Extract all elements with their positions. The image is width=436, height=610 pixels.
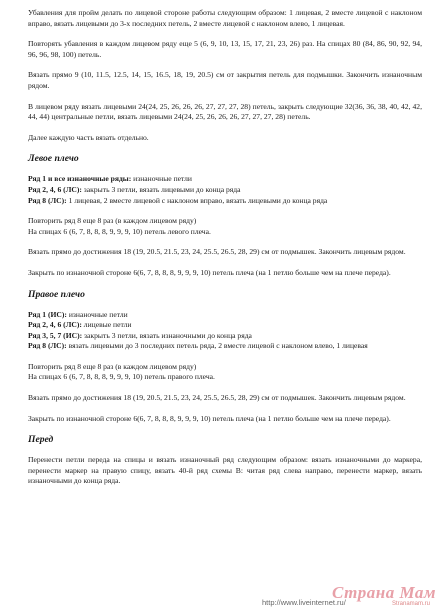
left-shoulder-heading: Левое плечо xyxy=(28,153,79,165)
left-bindoff-paragraph: Закрыть по изнаночной стороне 6(6, 7, 8, 8, 8, 9, 9, 9, 10) петель плеча (на 1 петлю больше чем на плече переда). xyxy=(28,267,391,277)
row-text: закрыть 3 петли, вязать лицевыми до конца ряда xyxy=(81,184,241,194)
watermark-logo: Страна Мам xyxy=(332,583,436,602)
left-shoulder-rows xyxy=(28,174,422,206)
right-shoulder-rows xyxy=(28,310,422,352)
left-repeat-note xyxy=(28,216,422,237)
row-text: закрыть 3 петли, вязать изнаночными до конца ряда xyxy=(82,330,252,340)
intro-paragraph-3: Вязать прямо 9 (10, 11.5, 12.5, 14, 15, 16.5, 18, 19, 20.5) см от закрытия петель для подмышки. Закончить изнаночным рядом. xyxy=(28,70,422,90)
row-label: Ряд 8 (ЛС): xyxy=(28,195,67,205)
row-text: изнаночные петли xyxy=(131,174,192,184)
row-label: Ряд 2, 4, 6 (ЛС): xyxy=(28,320,82,330)
row-text: изнаночные петли xyxy=(66,309,128,319)
row-label: Ряд 1 и все изнаночные ряды: xyxy=(28,174,132,184)
row-label: Ряд 2, 4, 6 (ЛС): xyxy=(28,184,82,194)
intro-paragraph-2: Повторять убавления в каждом лицевом ряду еще 5 (6, 9, 10, 13, 15, 17, 21, 23, 26) раз. На спицах 80 (84, 86, 90, 92, 94, 96, 96, 98, 100) петель. xyxy=(28,39,422,59)
front-paragraph-1: Перенести петли переда на спицы и вязать изнаночный ряд следующим образом: вязать изнаночными до маркера, перенести маркер на правую спицу, вязать 40-й ряд схемы В: читая ряд слева направо, перенести маркер, вязать изнаночными до конца ряда. xyxy=(28,455,422,486)
row-text: 1 лицевая, 2 вместе лицевой с наклоном вправо, вязать лицевыми до конца ряда xyxy=(66,195,328,205)
row-instruction xyxy=(28,310,422,321)
right-straight-paragraph: Вязать прямо до достижения 18 (19, 20.5, 21.5, 23, 24, 25.5, 26.5, 28, 29) см от подмышек. Закончить лицевым рядом. xyxy=(28,393,406,403)
row-instruction xyxy=(28,185,422,196)
watermark-url: http://www.liveinternet.ru/ xyxy=(262,598,346,607)
intro-paragraph-4: В лицевом ряду вязать лицевыми 24(24, 25, 26, 26, 26, 27, 27, 27, 28) петель, закрыть следующие 32(36, 36, 38, 40, 42, 42, 44, 44) центральные петли, вязать лицевыми 24(24, 25, 26, 26, 26, 27, 27, 27, 28) петель. xyxy=(28,101,422,122)
right-repeat-note xyxy=(28,362,422,383)
right-repeat-line-2: На спицах 6 (6, 7, 8, 8, 8, 9, 9, 9, 10) петель правого плеча. xyxy=(28,372,215,382)
watermark-logo-sub: Stranamam.ru xyxy=(392,601,431,607)
row-text: лицевые петли xyxy=(81,320,132,330)
row-label: Ряд 1 (ИС): xyxy=(28,309,67,319)
document-page xyxy=(28,8,422,497)
front-heading: Перед xyxy=(28,434,54,446)
left-repeat-line-2: На спицах 6 (6, 7, 8, 8, 8, 9, 9, 9, 10) петель левого плеча. xyxy=(28,226,211,236)
row-instruction xyxy=(28,196,422,207)
left-repeat-line-1: Повторить ряд 8 еще 8 раз (в каждом лицевом ряду) xyxy=(28,216,197,226)
intro-paragraph-1: Убавления для пройм делать по лицевой стороне работы следующим образом: 1 лицевая, 2 вместе лицевой с наклоном вправо, вязать лицевыми до 3-х последних петель, 2 вместе лицевой с наклоном влево, 1 лицевая. xyxy=(28,8,422,28)
row-text: вязать лицевыми до 3 последних петель ряда, 2 вместе лицевой с наклоном влево, 1 лицевая xyxy=(66,341,368,351)
row-label: Ряд 8 (ЛС): xyxy=(28,341,67,351)
left-straight-paragraph: Вязать прямо до достижения 18 (19, 20.5, 21.5, 23, 24, 25.5, 26.5, 28, 29) см от подмышек. Закончить лицевым рядом. xyxy=(28,247,406,257)
right-shoulder-heading: Правое плечо xyxy=(28,288,85,300)
right-bindoff-paragraph: Закрыть по изнаночной стороне 6(6, 7, 8, 8, 8, 9, 9, 9, 10) петель плеча (на 1 петлю больше чем на плече переда). xyxy=(28,413,391,423)
row-label: Ряд 3, 5, 7 (ИС): xyxy=(28,330,83,340)
row-instruction xyxy=(28,341,422,352)
intro-paragraph-5: Далее каждую часть вязать отдельно. xyxy=(28,132,149,142)
right-repeat-line-1: Повторить ряд 8 еще 8 раз (в каждом лицевом ряду) xyxy=(28,361,197,371)
row-instruction xyxy=(28,174,422,185)
row-instruction xyxy=(28,320,422,331)
row-instruction xyxy=(28,331,422,342)
